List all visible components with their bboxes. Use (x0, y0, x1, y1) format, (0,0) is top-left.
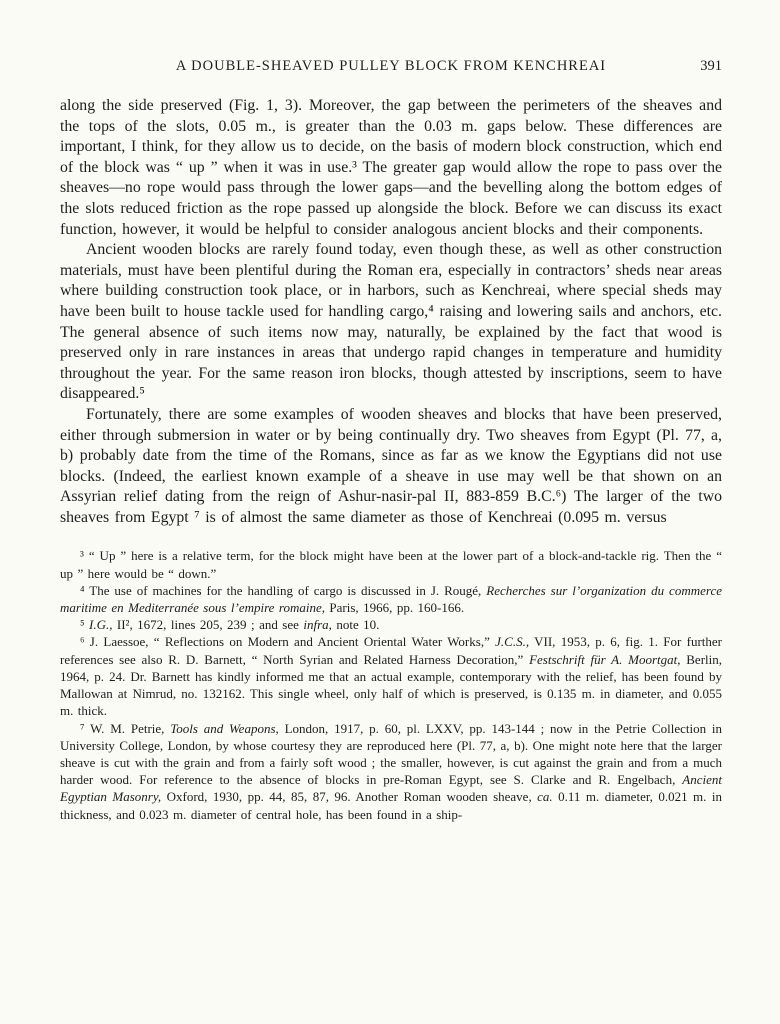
body-paragraph (60, 240, 722, 405)
footnote (60, 582, 722, 616)
footnote (60, 720, 722, 823)
footnote (60, 633, 722, 719)
text-run: Fortunately, there are some examples of wooden sheaves and blocks that have been preserved, either through submersion in water or by being continually dry. Two sheaves from Egypt (Pl. 77, a, b) probably date from the time of the Romans, since as far as we know the Egyptians did not use blocks. (Indeed, the earliest known example of a sheave in use may well be that shown on an Assyrian relief dating from the reign of Ashur-nasir-pal II, 883-859 B.C.⁶) The larger of the two sheaves from Egypt ⁷ is of almost the same diameter as those of Kenchreai (0.095 m. versus (60, 405, 722, 526)
text-run: ⁴ The use of machines for the handling of cargo is discussed in J. Rougé, (80, 582, 487, 598)
text-run: ⁵ (80, 617, 89, 633)
text-run: ³ “ Up ” here is a relative term, for the block might have been at the lower part of a block-and-tackle rig. Then the “ up ” here would be “ down.” (60, 548, 722, 581)
italic-text-run: Ancient Egyptian Masonry, (60, 772, 722, 805)
text-run: 0.11 m. diameter, 0.021 m. in thickness, and 0.023 m. diameter of central hole, has been found in a ship- (60, 789, 722, 822)
text-run: VII, 1953, p. 6, fig. 1. For further references see also R. D. Barnett, “ North Syrian and Related Harness Decoration,” (60, 634, 722, 667)
italic-text-run: Recherches sur l’organization du commerce maritime en Mediterranée sous l’empire romaine, (60, 582, 722, 616)
text-run: note 10. (331, 617, 380, 633)
italic-text-run: infra, (303, 617, 332, 633)
footnotes-list (60, 547, 722, 822)
running-head (60, 58, 722, 75)
text-run: Ancient wooden blocks are rarely found today, even though these, as well as other construction materials, must have been plentiful during the Roman era, especially in contractors’ sheds near areas where building construction took place, or in harbors, such as Kenchreai, where special sheds may have been built to house tackle used for handling cargo,⁴ raising and lowering sails and anchors, etc. The general absence of such items now may, naturally, be explained by the fact that wood is preserved only in rare instances in areas that undergo rapid changes in temperature and humidity throughout the year. For the same reason iron blocks, though attested by inscriptions, seem to have disappeared.⁵ (60, 241, 722, 403)
text-run: Oxford, 1930, pp. 44, 85, 87, 96. Another Roman wooden sheave, (161, 789, 538, 805)
italic-text-run: Festschrift für A. Moortgat, (529, 651, 681, 667)
text-run: Berlin, 1964, p. 24. Dr. Barnett has kindly informed me that an actual example, contemporary with the relief, has been found by Mallowan at Nimrud, no. 132162. This single wheel, only half of which is preserved, is 0.135 m. in diameter, and 0.055 m. thick. (60, 651, 722, 719)
text-run: along the side preserved (Fig. 1, 3). Moreover, the gap between the perimeters of the sheaves and the tops of the slots, 0.05 m., is greater than the 0.03 m. gaps below. These differences are important, I think, for they allow us to decide, on the basis of modern block construction, which end of the block was “ up ” when it was in use.³ The greater gap would allow the rope to pass over the sheaves—no rope would pass through the lower gaps—and the bevelling along the bottom edges of the slots reduced friction as the rope passed up alongside the block. Before we can discuss its exact function, however, it would be helpful to consider analogous ancient blocks and their components. (60, 97, 722, 238)
footnote (60, 616, 722, 633)
text-run: Paris, 1966, pp. 160-166. (324, 600, 465, 616)
italic-text-run: J.C.S., (495, 634, 530, 650)
body-paragraphs (60, 96, 722, 528)
text-run: II², 1672, lines 205, 239 ; and see (112, 617, 304, 633)
text-run: ⁶ J. Laessoe, “ Reflections on Modern and Ancient Oriental Water Works,” (80, 634, 496, 650)
text-run: London, 1917, p. 60, pl. LXXV, pp. 143-144 ; now in the Petrie Collection in University College, London, by whose courtesy they are reproduced here (Pl. 77, a, b). One might note here that the larger sheave is cut with the grain and from a fairly soft wood ; the smaller, however, is cut against the grain and from a much harder wood. For reference to the absence of blocks in pre-Roman Egypt, see S. Clarke and R. Engelbach, (60, 720, 723, 788)
body-paragraph (60, 405, 722, 529)
body-paragraph (60, 96, 722, 240)
running-head-title: A DOUBLE-SHEAVED PULLEY BLOCK FROM KENCHREAI (175, 58, 607, 74)
italic-text-run: Tools and Weapons, (170, 720, 279, 736)
footnote (60, 547, 722, 581)
italic-text-run: I.G., (88, 617, 113, 633)
text-run: ⁷ W. M. Petrie, (80, 720, 171, 736)
page-number: 391 (700, 58, 722, 74)
italic-text-run: ca. (537, 789, 553, 805)
